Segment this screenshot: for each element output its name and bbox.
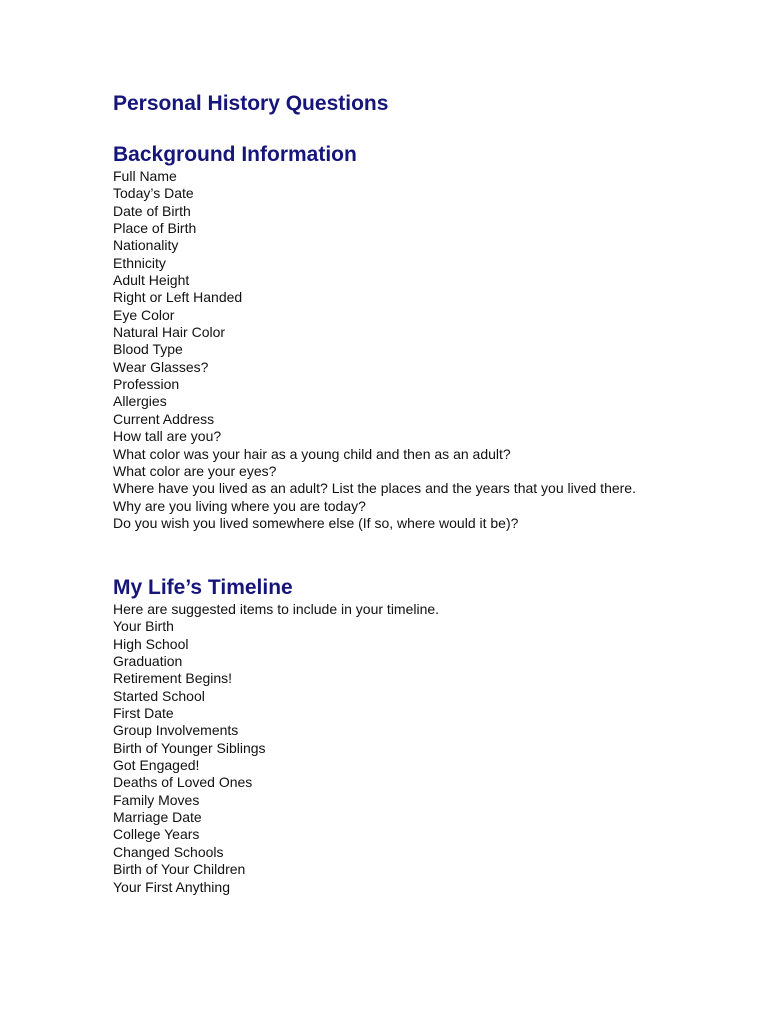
- list-item: College Years: [113, 826, 200, 843]
- list-item: Blood Type: [113, 341, 183, 358]
- list-item: Family Moves: [113, 791, 200, 808]
- list-item: High School: [113, 635, 189, 652]
- list-item: Your Birth: [113, 618, 174, 635]
- list-item: Graduation: [113, 653, 183, 670]
- list-item: Where have you lived as an adult? List the places and the years that you lived there.: [113, 480, 636, 497]
- list-item: Birth of Younger Siblings: [113, 739, 266, 756]
- list-item: Natural Hair Color: [113, 324, 226, 341]
- list-item: Your First Anything: [113, 878, 230, 895]
- list-item: Profession: [113, 376, 180, 393]
- list-item: Allergies: [113, 393, 167, 410]
- timeline-heading: My Life’s Timeline: [113, 576, 293, 599]
- list-item: How tall are you?: [113, 428, 222, 445]
- timeline-list: [113, 601, 653, 896]
- list-item: First Date: [113, 705, 174, 722]
- list-item: Date of Birth: [113, 202, 191, 219]
- list-item: What color was your hair as a young child and then as an adult?: [113, 445, 511, 462]
- list-item: Marriage Date: [113, 809, 202, 826]
- list-item: Today’s Date: [113, 185, 194, 202]
- list-item: Got Engaged!: [113, 757, 200, 774]
- background-information-heading: Background Information: [113, 143, 357, 166]
- list-item: Changed Schools: [113, 843, 224, 860]
- background-information-list: [113, 168, 653, 532]
- list-item: Right or Left Handed: [113, 289, 243, 306]
- list-item: Place of Birth: [113, 220, 197, 237]
- list-item: Nationality: [113, 237, 179, 254]
- list-item: Current Address: [113, 410, 215, 427]
- list-item: What color are your eyes?: [113, 462, 277, 479]
- timeline-intro: Here are suggested items to include in your timeline.: [113, 601, 440, 617]
- list-item: Deaths of Loved Ones: [113, 774, 253, 791]
- list-item: Group Involvements: [113, 722, 239, 739]
- list-item: Why are you living where you are today?: [113, 497, 366, 514]
- list-item: Birth of Your Children: [113, 861, 246, 878]
- list-item: Ethnicity: [113, 254, 166, 271]
- list-item: Adult Height: [113, 272, 190, 289]
- list-item: Wear Glasses?: [113, 358, 209, 375]
- document-title: Personal History Questions: [113, 92, 389, 115]
- list-item: Full Name: [113, 168, 177, 184]
- list-item: Started School: [113, 687, 205, 704]
- list-item: Do you wish you lived somewhere else (If so, where would it be)?: [113, 514, 519, 531]
- list-item: Retirement Begins!: [113, 670, 233, 687]
- list-item: Eye Color: [113, 306, 175, 323]
